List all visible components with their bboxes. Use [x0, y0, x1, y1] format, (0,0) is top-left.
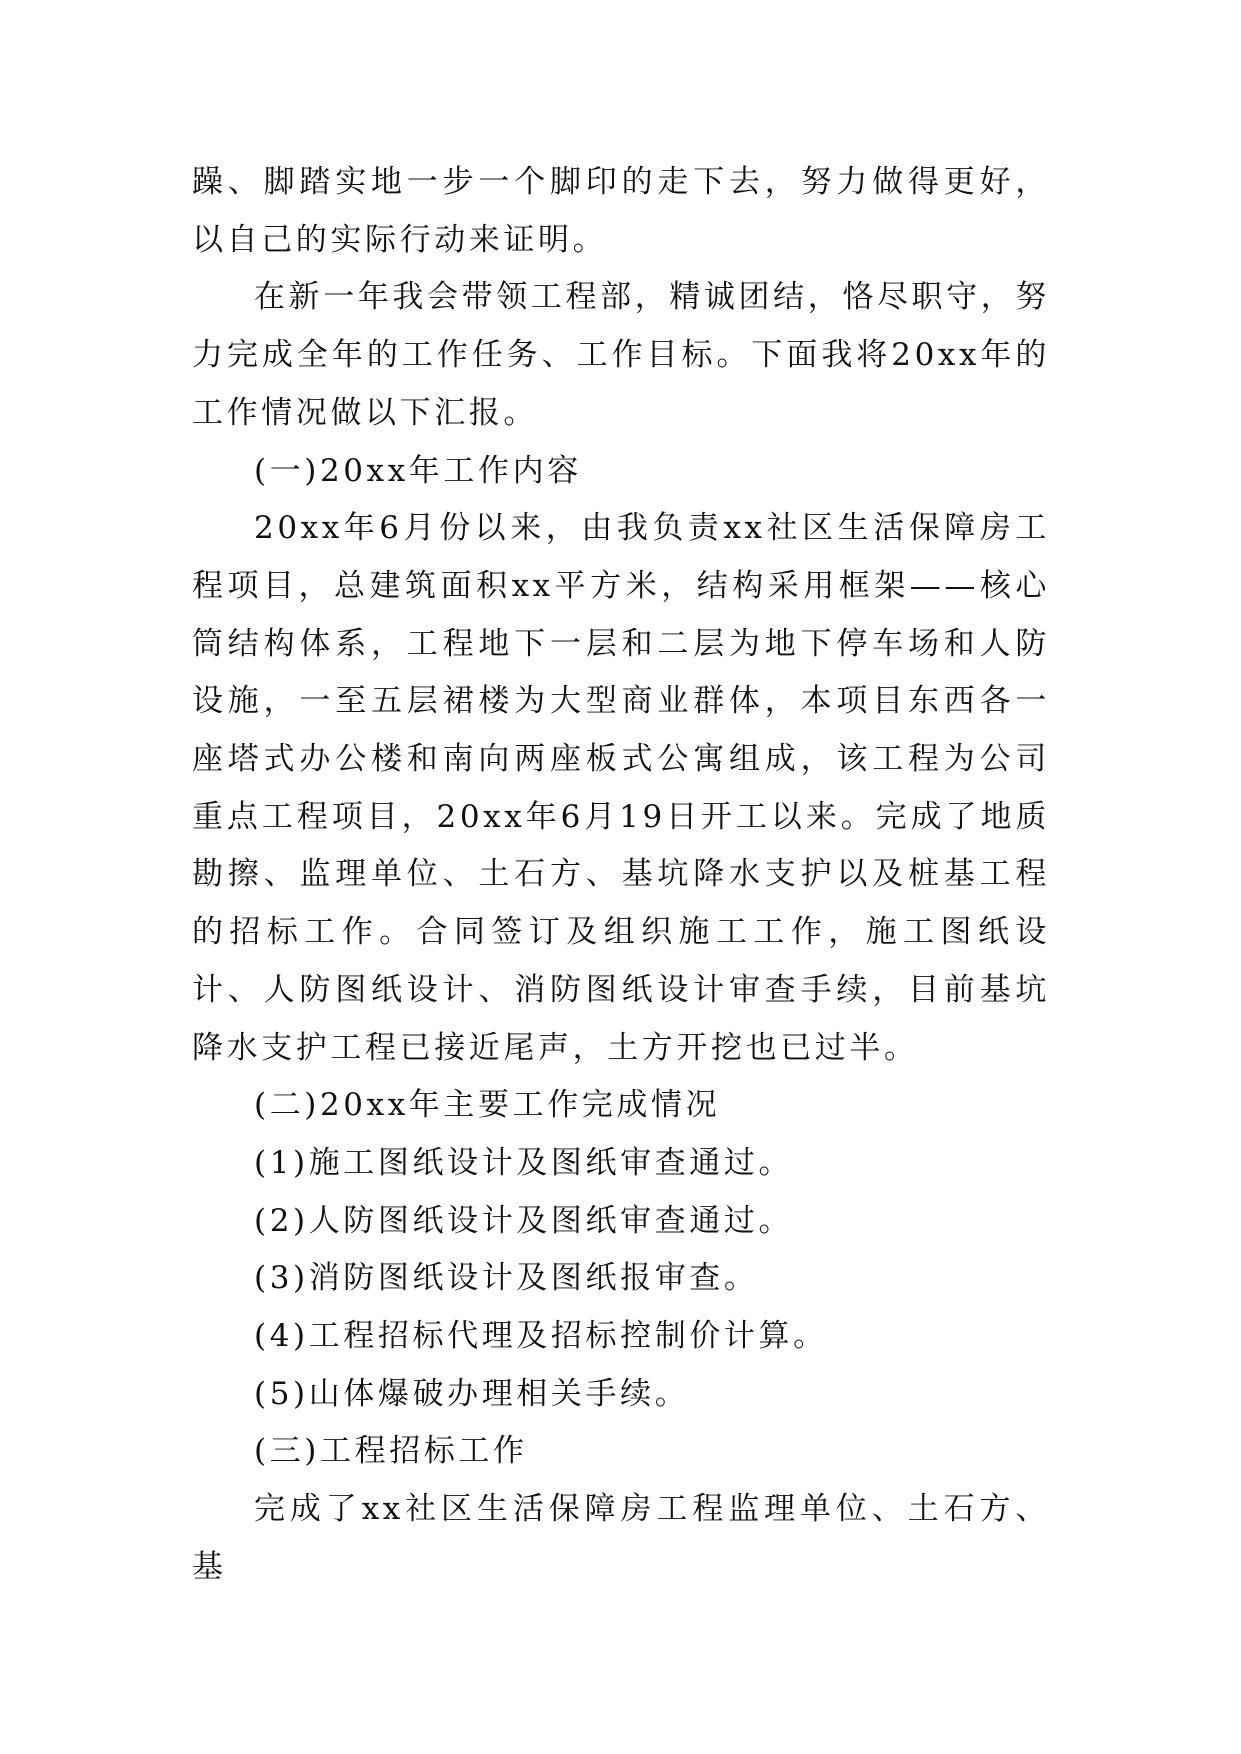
document-body: [192, 154, 1050, 1597]
section-heading: (三)工程招标工作: [254, 1433, 528, 1470]
paragraph: 完成了xx社区生活保障房工程监理单位、土石方、基: [192, 1491, 1050, 1585]
list-item: (5)山体爆破办理相关手续。: [254, 1375, 690, 1412]
paragraph: 在新一年我会带领工程部，精诚团结，恪尽职守，努力完成全年的工作任务、工作目标。下面我将20xx年的工作情况做以下汇报。: [192, 279, 1050, 431]
list-item: (1)施工图纸设计及图纸审查通过。: [254, 1144, 794, 1181]
section-heading: (一)20xx年工作内容: [254, 452, 582, 489]
list-item: (2)人防图纸设计及图纸审查通过。: [254, 1202, 794, 1239]
section-heading: (二)20xx年主要工作完成情况: [254, 1087, 721, 1124]
paragraph: 20xx年6月份以来，由我负责xx社区生活保障房工程项目，总建筑面积xx平方米，结构采用框架——核心筒结构体系，工程地下一层和二层为地下停车场和人防设施，一至五层裙楼为大型商业群体，本项目东西各一座塔式办公楼和南向两座板式公寓组成，该工程为公司重点工程项目，20xx年6月19日开工以来。完成了地质勘擦、监理单位、土石方、基坑降水支护以及桩基工程的招标工作。合同签订及组织施工工作，施工图纸设计、人防图纸设计、消防图纸设计审查手续，目前基坑降水支护工程已接近尾声，土方开挖也已过半。: [192, 510, 1050, 1066]
list-item: (4)工程招标代理及招标控制价计算。: [254, 1318, 828, 1355]
paragraph: 躁、脚踏实地一步一个脚印的走下去，努力做得更好，以自己的实际行动来证明。: [192, 164, 1050, 258]
list-item: (3)消防图纸设计及图纸报审查。: [254, 1260, 759, 1297]
